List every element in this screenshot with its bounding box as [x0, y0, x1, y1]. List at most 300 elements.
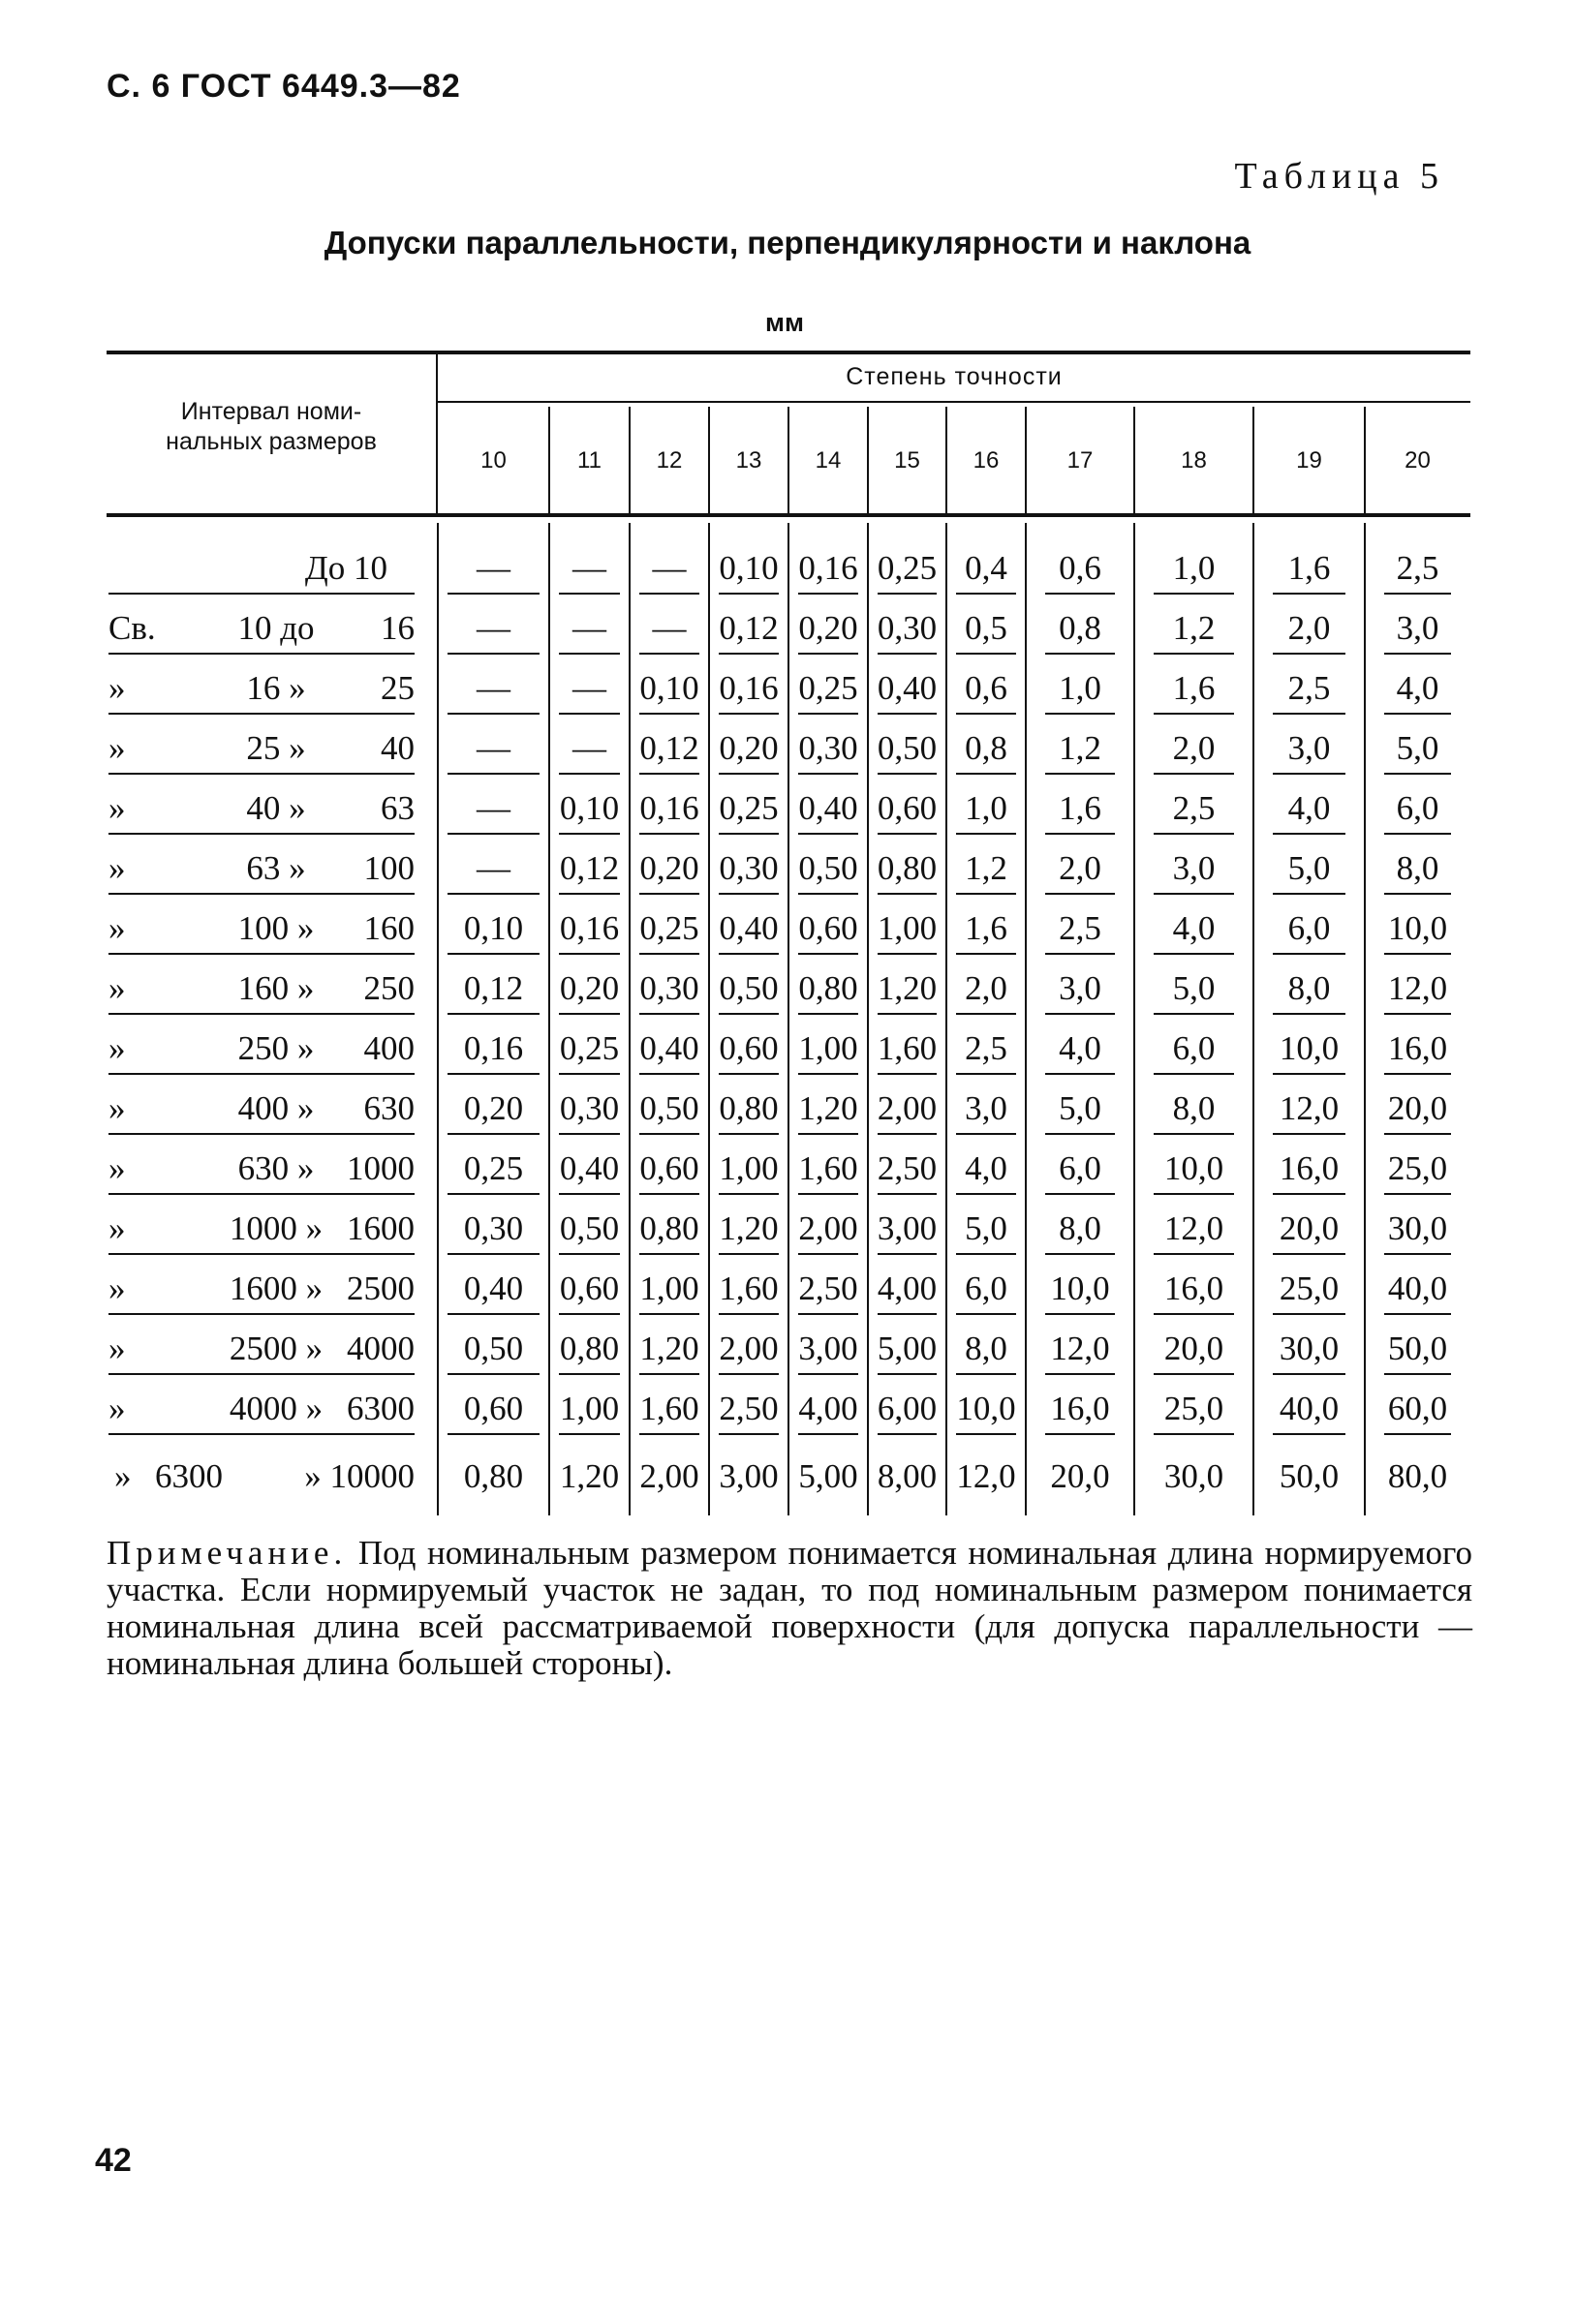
cell-underline	[1045, 953, 1115, 955]
cell-underline	[1273, 1013, 1345, 1015]
table-cell: 2,5	[1396, 549, 1439, 587]
table-cell: 8,0	[1287, 969, 1331, 1007]
row-label-part: »	[108, 1209, 126, 1247]
cell-underline	[719, 953, 779, 955]
table-cell: 16,0	[1163, 1269, 1224, 1307]
table-cell: 3,00	[719, 1457, 779, 1495]
row-label-part: 1600 »	[229, 1269, 324, 1307]
row-label-underline	[108, 833, 415, 835]
table-cell: 3,00	[798, 1330, 858, 1367]
table-cell: 0,25	[463, 1149, 524, 1187]
table-cell: 0,50	[877, 729, 938, 767]
cell-underline	[798, 1313, 858, 1315]
table-cell: 1,60	[877, 1029, 938, 1067]
row-label-underline	[108, 773, 415, 775]
cell-underline	[639, 653, 699, 655]
table-cell: 80,0	[1387, 1457, 1448, 1495]
table-cell: 1,20	[559, 1457, 620, 1495]
row-label-part: 25	[381, 669, 415, 707]
cell-underline	[559, 593, 620, 595]
cell-underline	[559, 1193, 620, 1195]
cell-underline	[719, 593, 779, 595]
table-cell: 4,00	[798, 1390, 858, 1427]
cell-underline	[1273, 1373, 1345, 1375]
table-cell: 30,0	[1387, 1209, 1448, 1247]
cell-underline	[878, 1013, 937, 1015]
cell-underline	[878, 833, 937, 835]
table-cell: —	[652, 549, 687, 587]
table-cell: 0,60	[798, 909, 858, 947]
cell-underline	[956, 1373, 1016, 1375]
table-cell: 0,12	[463, 969, 524, 1007]
cell-underline	[798, 1193, 858, 1195]
table-cell: 1,0	[965, 789, 1007, 827]
table-cell: 3,0	[1287, 729, 1331, 767]
table-cell: —	[572, 609, 606, 647]
cell-underline	[1154, 953, 1234, 955]
table-cell: 40,0	[1279, 1390, 1340, 1427]
cell-underline	[639, 1013, 699, 1015]
table-cell: 0,30	[719, 849, 779, 887]
cell-underline	[1384, 1073, 1451, 1075]
table-cell: 0,16	[719, 669, 779, 707]
table-cell: 20,0	[1163, 1330, 1224, 1367]
row-label-part: 40 »	[246, 789, 306, 827]
table-cell: 0,50	[559, 1209, 620, 1247]
cell-underline	[639, 773, 699, 775]
table-cell: 0,6	[965, 669, 1007, 707]
cell-underline	[1384, 653, 1451, 655]
unit-label: мм	[765, 308, 804, 337]
cell-underline	[1154, 1433, 1234, 1435]
row-label-part: 4000	[347, 1330, 415, 1367]
cell-underline	[719, 1133, 779, 1135]
table-cell: 0,40	[877, 669, 938, 707]
cell-underline	[1384, 1253, 1451, 1255]
row-label-underline	[108, 1013, 415, 1015]
table-cell: 30,0	[1279, 1330, 1340, 1367]
column-header: 18	[1181, 447, 1207, 474]
table-cell: 25,0	[1163, 1390, 1224, 1427]
table-cell: 8,0	[965, 1330, 1007, 1367]
cell-underline	[1273, 1133, 1345, 1135]
cell-underline	[798, 893, 858, 895]
table-cell: —	[652, 609, 687, 647]
row-label-underline	[108, 1133, 415, 1135]
table-cell: 5,00	[798, 1457, 858, 1495]
table-cell: 1,00	[719, 1149, 779, 1187]
cell-underline	[1045, 1253, 1115, 1255]
table-cell: 1,00	[639, 1269, 699, 1307]
cell-underline	[956, 653, 1016, 655]
row-label-underline	[108, 953, 415, 955]
cell-underline	[1273, 1193, 1345, 1195]
cell-underline	[956, 1193, 1016, 1195]
cell-underline	[956, 713, 1016, 715]
table-cell: 5,0	[1059, 1089, 1101, 1127]
table-cell: 0,25	[719, 789, 779, 827]
table-title: Допуски параллельности, перпендикулярности и наклона	[324, 225, 1251, 260]
table-cell: 1,0	[1059, 669, 1101, 707]
cell-underline	[1045, 1373, 1115, 1375]
table-cell: 5,0	[1287, 849, 1331, 887]
row-label-part: 1600	[347, 1209, 415, 1247]
row-label-part: »	[108, 1269, 126, 1307]
row-label-part: »	[108, 909, 126, 947]
cell-underline	[798, 773, 858, 775]
table-cell: 2,00	[639, 1457, 699, 1495]
cell-underline	[1154, 773, 1234, 775]
row-label-underline	[108, 1193, 415, 1195]
table-cell: 0,8	[965, 729, 1007, 767]
row-label-part: »	[108, 1029, 126, 1067]
table-cell: 4,0	[965, 1149, 1007, 1187]
column-header: 10	[480, 447, 507, 474]
table-cell: 10,0	[1279, 1029, 1340, 1067]
table-cell: 6,0	[1172, 1029, 1216, 1067]
cell-underline	[559, 893, 620, 895]
table-cell: 0,80	[559, 1330, 620, 1367]
cell-underline	[1384, 1373, 1451, 1375]
cell-underline	[448, 713, 540, 715]
table-cell: 12,0	[1387, 969, 1448, 1007]
table-cell: 0,25	[877, 549, 938, 587]
cell-underline	[1273, 653, 1345, 655]
table-cell: 0,40	[719, 909, 779, 947]
cell-underline	[448, 1433, 540, 1435]
table-cell: 0,80	[639, 1209, 699, 1247]
cell-underline	[956, 1313, 1016, 1315]
cell-underline	[559, 1073, 620, 1075]
column-header: 11	[577, 447, 602, 474]
page-number: 42	[95, 2142, 132, 2179]
cell-underline	[956, 1133, 1016, 1135]
cell-underline	[1154, 1193, 1234, 1195]
row-label-part: 160	[363, 909, 415, 947]
row-label-underline	[108, 1313, 415, 1315]
row-label-underline	[108, 1073, 415, 1075]
cell-underline	[448, 1373, 540, 1375]
cell-underline	[448, 653, 540, 655]
table-cell: 1,00	[559, 1390, 620, 1427]
cell-underline	[719, 1313, 779, 1315]
cell-underline	[559, 1373, 620, 1375]
table-cell: 6,0	[1059, 1149, 1101, 1187]
cell-underline	[1273, 833, 1345, 835]
row-label-part: 2500 »	[229, 1330, 324, 1367]
cell-underline	[956, 1433, 1016, 1435]
table-cell: —	[477, 669, 510, 707]
table-cell: 1,60	[719, 1269, 779, 1307]
row-label-part: »	[108, 849, 126, 887]
table-cell: 2,50	[877, 1149, 938, 1187]
table-cell: 1,20	[798, 1089, 858, 1127]
table-cell: 3,0	[1172, 849, 1216, 887]
row-label-part: 250 »	[237, 1029, 315, 1067]
table-cell: 1,60	[798, 1149, 858, 1187]
table-cell: 2,50	[719, 1390, 779, 1427]
cell-underline	[448, 773, 540, 775]
cell-underline	[719, 1073, 779, 1075]
table-cell: 0,30	[559, 1089, 620, 1127]
table-cell: 1,2	[1059, 729, 1101, 767]
row-label-part: 25 »	[246, 729, 306, 767]
table-cell: 0,20	[719, 729, 779, 767]
row-label-underline	[108, 1373, 415, 1375]
table-cell: 0,16	[639, 789, 699, 827]
cell-underline	[559, 653, 620, 655]
table-cell: 0,60	[877, 789, 938, 827]
table-cell: 4,0	[1287, 789, 1331, 827]
table-cell: —	[477, 549, 510, 587]
table-cell: 2,5	[1059, 909, 1101, 947]
table-cell: 2,5	[1287, 669, 1331, 707]
cell-underline	[956, 1253, 1016, 1255]
table-cell: 0,50	[463, 1330, 524, 1367]
table-cell: 12,0	[956, 1457, 1016, 1495]
cell-underline	[1273, 713, 1345, 715]
column-header: 12	[656, 447, 683, 474]
cell-underline	[719, 1253, 779, 1255]
cell-underline	[559, 953, 620, 955]
cell-underline	[1273, 773, 1345, 775]
cell-underline	[1154, 1253, 1234, 1255]
cell-underline	[639, 1253, 699, 1255]
cell-underline	[448, 833, 540, 835]
cell-underline	[1154, 713, 1234, 715]
cell-underline	[1045, 1073, 1115, 1075]
cell-underline	[878, 713, 937, 715]
cell-underline	[878, 1433, 937, 1435]
cell-underline	[559, 713, 620, 715]
cell-underline	[798, 713, 858, 715]
table-cell: 0,12	[559, 849, 620, 887]
cell-underline	[1154, 1373, 1234, 1375]
table-cell: —	[572, 549, 606, 587]
cell-underline	[1384, 1013, 1451, 1015]
table-cell: 5,0	[1396, 729, 1439, 767]
table-cell: 0,60	[719, 1029, 779, 1067]
cell-underline	[639, 1073, 699, 1075]
row-label-part: 63	[381, 789, 415, 827]
row-label-part: 630	[363, 1089, 415, 1127]
cell-underline	[639, 1133, 699, 1135]
table-cell: 0,16	[798, 549, 858, 587]
table-cell: 0,40	[798, 789, 858, 827]
table-cell: —	[477, 789, 510, 827]
table-cell: 1,20	[877, 969, 938, 1007]
table-cell: 0,25	[639, 909, 699, 947]
cell-underline	[1273, 593, 1345, 595]
cell-underline	[639, 1373, 699, 1375]
table-cell: 1,0	[1172, 549, 1216, 587]
row-label-part: 4000 »	[229, 1390, 324, 1427]
cell-underline	[1273, 1253, 1345, 1255]
row-label-underline	[108, 713, 415, 715]
table-cell: 0,50	[639, 1089, 699, 1127]
table-cell: 20,0	[1050, 1457, 1110, 1495]
table-cell: 1,6	[1172, 669, 1216, 707]
column-header: 19	[1296, 447, 1322, 474]
table-cell: 4,00	[877, 1269, 938, 1307]
table-cell: 1,00	[798, 1029, 858, 1067]
cell-underline	[956, 1013, 1016, 1015]
cell-underline	[956, 893, 1016, 895]
table-cell: 8,00	[877, 1457, 938, 1495]
row-label-part: 16	[381, 609, 415, 647]
row-label-part: »	[114, 1457, 132, 1495]
cell-underline	[798, 593, 858, 595]
cell-underline	[639, 593, 699, 595]
cell-underline	[1154, 1133, 1234, 1135]
table-cell: 20,0	[1387, 1089, 1448, 1127]
table-cell: 0,30	[798, 729, 858, 767]
table-cell: 10,0	[1387, 909, 1448, 947]
cell-underline	[559, 1013, 620, 1015]
table-cell: 1,60	[639, 1390, 699, 1427]
cell-underline	[1384, 1313, 1451, 1315]
table-cell: 20,0	[1279, 1209, 1340, 1247]
table-cell: 8,0	[1396, 849, 1439, 887]
cell-underline	[719, 1433, 779, 1435]
cell-underline	[448, 1253, 540, 1255]
cell-underline	[878, 1373, 937, 1375]
table-cell: 0,80	[877, 849, 938, 887]
cell-underline	[956, 773, 1016, 775]
table-cell: 1,20	[639, 1330, 699, 1367]
cell-underline	[1045, 653, 1115, 655]
row-label-part: 250	[363, 969, 415, 1007]
row-label-part: »	[108, 1330, 126, 1367]
table-cell: 0,25	[798, 669, 858, 707]
table-cell: 0,50	[719, 969, 779, 1007]
table-cell: 4,0	[1172, 909, 1216, 947]
table-cell: 0,80	[798, 969, 858, 1007]
table-cell: 8,0	[1059, 1209, 1101, 1247]
cell-underline	[448, 593, 540, 595]
row-label-part: 160 »	[237, 969, 315, 1007]
row-label-part: »	[108, 789, 126, 827]
table-cell: 0,8	[1059, 609, 1101, 647]
row-label-part: 630 »	[237, 1149, 315, 1187]
cell-underline	[798, 1013, 858, 1015]
table-cell: 2,0	[965, 969, 1007, 1007]
table-cell: —	[477, 849, 510, 887]
table-cell: 0,40	[463, 1269, 524, 1307]
cell-underline	[1045, 713, 1115, 715]
cell-underline	[719, 833, 779, 835]
cell-underline	[559, 1313, 620, 1315]
row-label-part: 100	[363, 849, 415, 887]
table-cell: 16,0	[1387, 1029, 1448, 1067]
table-cell: 12,0	[1050, 1330, 1110, 1367]
table-cell: 40,0	[1387, 1269, 1448, 1307]
table-cell: 10,0	[956, 1390, 1016, 1427]
table-cell: 3,0	[1396, 609, 1439, 647]
cell-underline	[878, 593, 937, 595]
interval-header-line2: нальных размеров	[166, 428, 377, 455]
table-cell: 0,10	[559, 789, 620, 827]
cell-underline	[878, 893, 937, 895]
cell-underline	[798, 953, 858, 955]
cell-underline	[1045, 1013, 1115, 1015]
row-label-part: 400 »	[237, 1089, 315, 1127]
table-cell: 0,20	[463, 1089, 524, 1127]
cell-underline	[1384, 1133, 1451, 1135]
note	[107, 1535, 1472, 1682]
cell-underline	[956, 833, 1016, 835]
row-label-part: 16 »	[246, 669, 306, 707]
table-cell: 0,25	[559, 1029, 620, 1067]
cell-underline	[1154, 1313, 1234, 1315]
row-label-part: 40	[381, 729, 415, 767]
row-label-underline	[108, 893, 415, 895]
cell-underline	[798, 833, 858, 835]
table-cell: 0,12	[719, 609, 779, 647]
cell-underline	[719, 1193, 779, 1195]
cell-underline	[559, 1433, 620, 1435]
cell-underline	[559, 833, 620, 835]
column-header: 20	[1405, 447, 1431, 474]
table-cell: 2,5	[1172, 789, 1216, 827]
table-cell: 0,20	[798, 609, 858, 647]
row-label-part: До 10	[304, 549, 387, 587]
table-cell: 1,2	[965, 849, 1007, 887]
table-cell: 2,00	[877, 1089, 938, 1127]
table-cell: 0,6	[1059, 549, 1101, 587]
cell-underline	[1273, 1313, 1345, 1315]
cell-underline	[956, 1073, 1016, 1075]
cell-underline	[1384, 593, 1451, 595]
table-cell: 0,40	[639, 1029, 699, 1067]
note-label: Примечание.	[107, 1534, 348, 1572]
table-cell: 2,00	[719, 1330, 779, 1367]
table-cell: 5,0	[965, 1209, 1007, 1247]
table-cell: 2,0	[1059, 849, 1101, 887]
column-header: 15	[894, 447, 920, 474]
table-cell: 0,80	[719, 1089, 779, 1127]
table-cell: 3,0	[1059, 969, 1101, 1007]
cell-underline	[1154, 833, 1234, 835]
table-cell: 50,0	[1279, 1457, 1340, 1495]
cell-underline	[448, 1313, 540, 1315]
row-label-part: 6300	[347, 1390, 415, 1427]
cell-underline	[1384, 773, 1451, 775]
cell-underline	[798, 1433, 858, 1435]
row-label-underline	[108, 1433, 415, 1435]
cell-underline	[798, 1133, 858, 1135]
row-label-underline	[108, 593, 415, 595]
table-cell: 0,30	[639, 969, 699, 1007]
table-cell: 2,0	[1172, 729, 1216, 767]
cell-underline	[878, 1313, 937, 1315]
table-cell: 5,00	[877, 1330, 938, 1367]
table-cell: 25,0	[1387, 1149, 1448, 1187]
table-cell: 25,0	[1279, 1269, 1340, 1307]
cell-underline	[1273, 893, 1345, 895]
table-cell: 1,00	[877, 909, 938, 947]
interval-header-line1: Интервал номи-	[180, 398, 362, 425]
table-cell: —	[572, 729, 606, 767]
column-header: 17	[1066, 447, 1094, 474]
table-cell: 4,0	[1396, 669, 1439, 707]
table-cell: 2,0	[1287, 609, 1331, 647]
cell-underline	[559, 1253, 620, 1255]
cell-underline	[639, 1433, 699, 1435]
cell-underline	[956, 953, 1016, 955]
table-cell: 0,50	[798, 849, 858, 887]
cell-underline	[878, 1193, 937, 1195]
